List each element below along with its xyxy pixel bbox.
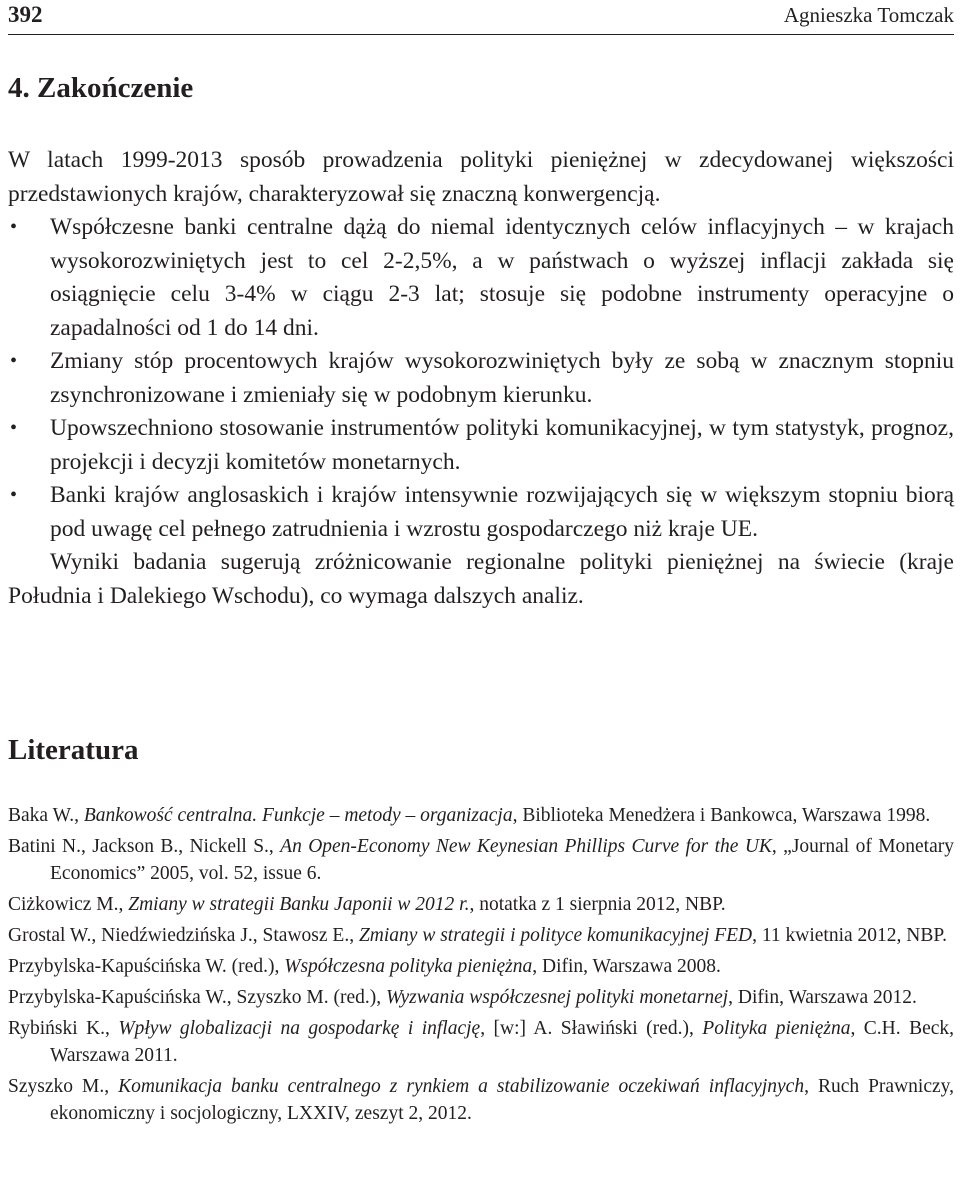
header-rule (8, 34, 954, 35)
reference-list (8, 802, 954, 1131)
bullet-icon: • (10, 484, 18, 506)
running-head-author: Agnieszka Tomczak (783, 3, 954, 27)
reference-item: Przybylska-Kapuścińska W., Szyszko M. (red.), Wyzwania współczesnej polityki monetarnej, Difin, Warszawa 2012. (8, 987, 917, 1008)
reference-item: Ciżkowicz M., Zmiany w strategii Banku Japonii w 2012 r., notatka z 1 sierpnia 2012, NBP. (8, 894, 726, 915)
intro-paragraph: W latach 1999-2013 sposób prowadzenia polityki pieniężnej w zdecydowanej większości przedstawionych krajów, charakteryzował się znaczną konwergencją. (8, 147, 954, 207)
bullet-icon: • (10, 417, 18, 439)
list-item (8, 412, 954, 479)
list-item-text: Współczesne banki centralne dążą do niemal identycznych celów inflacyjnych – w krajach wysokorozwiniętych jest to cel 2-2,5%, a w państwach o wyższej inflacji zakłada się osiągnięcie celu 3-4% w ciągu 2-3 lat; stosuje się podobne instrumenty operacyjne o zapadalności od 1 do 14 dni. (50, 214, 954, 341)
reference-item: Batini N., Jackson B., Nickell S., An Open-Economy New Keynesian Phillips Curve for the UK, „Journal of Monetary Economics” 2005, vol. 52, issue 6. (8, 836, 954, 884)
findings-list (8, 211, 954, 546)
reference-item: Grostal W., Niedźwiedzińska J., Stawosz E., Zmiany w strategii i polityce komunikacyjnej FED, 11 kwietnia 2012, NBP. (8, 925, 947, 946)
conclusion-paragraph: Wyniki badania sugerują zróżnicowanie regionalne polityki pieniężnej na świecie (kraje Południa i Dalekiego Wschodu), co wymaga dalszych analiz. (8, 549, 954, 609)
list-item (8, 345, 954, 412)
list-item-text: Zmiany stóp procentowych krajów wysokorozwiniętych były ze sobą w znacznym stopniu zsynchronizowane i zmieniały się w podobnym kierunku. (50, 348, 954, 408)
section-conclusion (8, 68, 954, 613)
bullet-icon: • (10, 350, 18, 372)
list-item (8, 211, 954, 345)
bullet-icon: • (10, 216, 18, 238)
reference-item: Przybylska-Kapuścińska W. (red.), Współczesna polityka pieniężna, Difin, Warszawa 2008. (8, 956, 721, 977)
running-header (8, 0, 954, 34)
reference-item: Rybiński K., Wpływ globalizacji na gospodarkę i inflację, [w:] A. Sławiński (red.), Polityka pieniężna, C.H. Beck, Warszawa 2011. (8, 1018, 955, 1066)
list-item (8, 479, 954, 546)
list-item-text: Upowszechniono stosowanie instrumentów polityki komunikacyjnej, w tym statystyk, prognoz, projekcji i decyzji komitetów monetarnych. (50, 415, 954, 475)
literature-title: Literatura (8, 734, 139, 766)
reference-item: Baka W., Bankowość centralna. Funkcje – metody – organizacja, Biblioteka Menedżera i Bankowca, Warszawa 1998. (8, 805, 931, 826)
list-item-text: Banki krajów anglosaskich i krajów intensywnie rozwijających się w większym stopniu biorą pod uwagę cel pełnego zatrudnienia i wzrostu gospodarczego niż kraje UE. (50, 482, 954, 542)
section-title: 4. Zakończenie (8, 72, 194, 104)
page-number: 392 (8, 2, 43, 27)
reference-item: Szyszko M., Komunikacja banku centralnego z rynkiem a stabilizowanie oczekiwań inflacyjnych, Ruch Prawniczy, ekonomiczny i socjologiczny, LXXIV, zeszyt 2, 2012. (8, 1076, 954, 1124)
